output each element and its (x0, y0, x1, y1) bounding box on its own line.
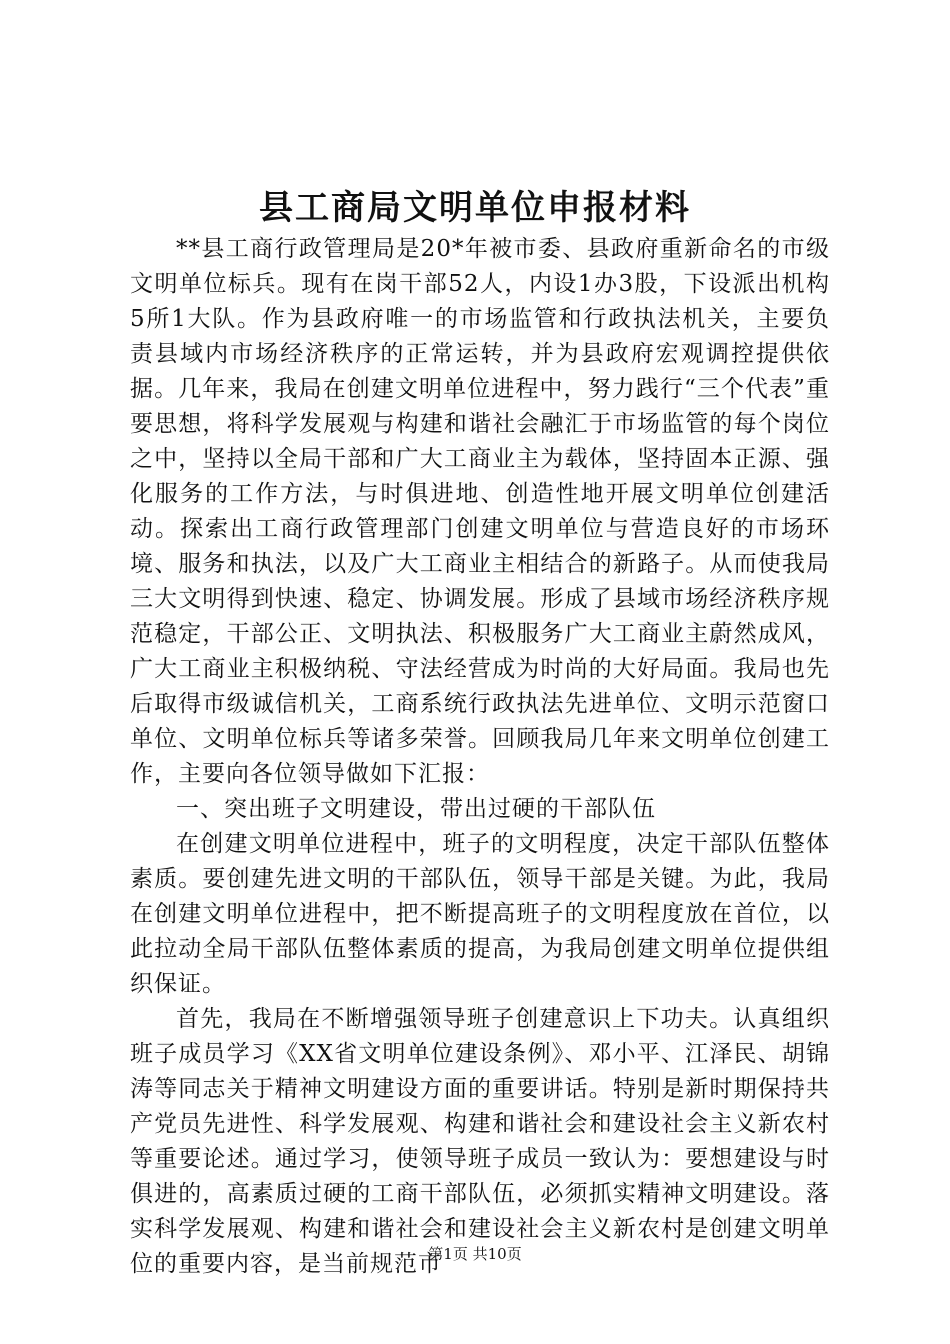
page-number-footer: 第1页 共10页 (428, 1245, 522, 1263)
document-title: 县工商局文明单位申报材料 (259, 188, 691, 228)
section-heading-1: 一、突出班子文明建设，带出过硬的干部队伍 (176, 796, 656, 822)
document-body (130, 232, 830, 1282)
section-1-paragraph-2: 首先，我局在不断增强领导班子创建意识上下功夫。认真组织班子成员学习《XX省文明单位建设条例》、邓小平、江泽民、胡锦涛等同志关于精神文明建设方面的重要讲话。特别是新时期保持共产党员先进性、科学发展观、构建和谐社会和建设社会主义新农村等重要论述。通过学习，使领导班子成员一致认为：要想建设与时俱进的，高素质过硬的工商干部队伍，必须抓实精神文明建设。落实科学发展观、构建和谐社会和建设社会主义新农村是创建文明单位的重要内容，是当前规范市 (130, 1006, 830, 1277)
section-1-paragraph-1: 在创建文明单位进程中，班子的文明程度，决定干部队伍整体素质。要创建先进文明的干部队伍，领导干部是关键。为此，我局在创建文明单位进程中，把不断提高班子的文明程度放在首位，以此拉动全局干部队伍整体素质的提高，为我局创建文明单位提供组织保证。 (130, 831, 830, 997)
intro-paragraph: **县工商行政管理局是20*年被市委、县政府重新命名的市级文明单位标兵。现有在岗干部52人，内设1办3股，下设派出机构5所1大队。作为县政府唯一的市场监管和行政执法机关，主要负责县域内市场经济秩序的正常运转，并为县政府宏观调控提供依据。几年来，我局在创建文明单位进程中，努力践行“三个代表”重要思想，将科学发展观与构建和谐社会融汇于市场监管的每个岗位之中，坚持以全局干部和广大工商业主为载体，坚持固本正源、强化服务的工作方法，与时俱进地、创造性地开展文明单位创建活动。探索出工商行政管理部门创建文明单位与营造良好的市场环境、服务和执法，以及广大工商业主相结合的新路子。从而使我局三大文明得到快速、稳定、协调发展。形成了县域市场经济秩序规范稳定，干部公正、文明执法、积极服务广大工商业主蔚然成风，广大工商业主积极纳税、守法经营成为时尚的大好局面。我局也先后取得市级诚信机关，工商系统行政执法先进单位、文明示范窗口单位、文明单位标兵等诸多荣誉。回顾我局几年来文明单位创建工作，主要向各位领导做如下汇报： (130, 236, 830, 787)
